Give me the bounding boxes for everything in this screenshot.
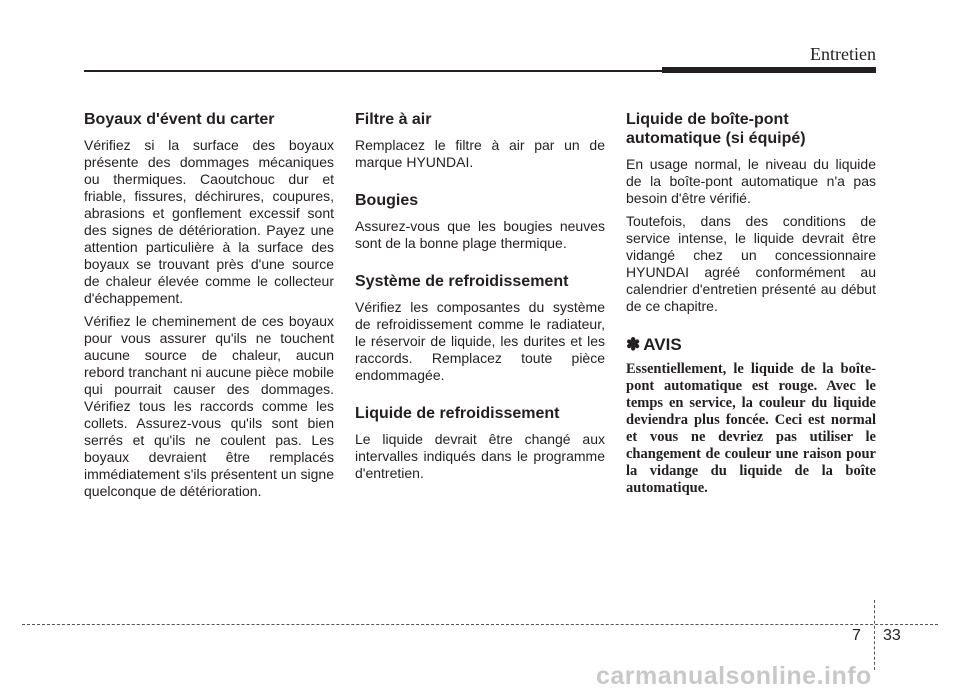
paragraph: En usage normal, le niveau du liquide de la boîte-pont automatique n'a pas besoin d'être vérifié. bbox=[626, 156, 876, 206]
heading-cooling-system: Système de refroidissement bbox=[355, 273, 569, 290]
chapter-number: 7 bbox=[852, 627, 861, 644]
column-left bbox=[84, 110, 334, 506]
heading-transaxle-fluid: Liquide de boîte-pont automatique (si équipé) bbox=[626, 111, 806, 147]
paragraph: Vérifiez les composantes du système de refroidissement comme le radiateur, le réservoir de liquide, les durites et les raccords. Remplacez toute pièce endommagée. bbox=[355, 299, 605, 383]
column-middle bbox=[355, 110, 605, 488]
heading-air-filter: Filtre à air bbox=[355, 111, 432, 128]
heading-coolant: Liquide de refroidissement bbox=[355, 405, 560, 422]
page-number: 33 bbox=[883, 627, 901, 644]
header-rule bbox=[84, 70, 662, 72]
column-right bbox=[626, 110, 876, 497]
footer-divider bbox=[874, 600, 875, 670]
watermark: carmanualsonline.info bbox=[596, 662, 872, 690]
section-title: Entretien bbox=[810, 44, 876, 64]
notice-star-icon: ✽ bbox=[626, 335, 641, 354]
paragraph: Vérifiez si la surface des boyaux présente des dommages mécaniques ou thermiques. Caoutchouc dur et friable, fissures, déchirures, coupures, abrasions et gonflement excessif sont des signes de détérioration. Payez une attention particulière à la surface des boyaux se trouvant près d'une source de chaleur élevée comme le collecteur d'échappement. bbox=[84, 137, 334, 306]
paragraph: Le liquide devrait être changé aux intervalles indiqués dans le programme d'entretien. bbox=[355, 431, 605, 481]
paragraph: Toutefois, dans des conditions de service intense, le liquide devrait être vidangé chez un concessionnaire HYUNDAI agréé conformément au calendrier d'entretien présenté au début de ce chapitre. bbox=[626, 213, 876, 314]
notice-text: Essentiellement, le liquide de la boîte-pont automatique est rouge. Avec le temps en service, la couleur du liquide deviendra plus foncée. Ceci est normal et vous ne devriez pas utiliser le changement de couleur une raison pour la vidange du liquide de la boîte automatique. bbox=[626, 361, 876, 496]
paragraph: Remplacez le filtre à air par un de marque HYUNDAI. bbox=[355, 137, 605, 170]
paragraph: Assurez-vous que les bougies neuves sont de la bonne plage thermique. bbox=[355, 218, 605, 251]
notice-heading bbox=[626, 335, 876, 355]
header-rule-thick bbox=[662, 67, 876, 73]
notice-label: AVIS bbox=[643, 335, 682, 354]
heading-spark-plugs: Bougies bbox=[355, 192, 419, 209]
paragraph: Vérifiez le cheminement de ces boyaux pour vous assurer qu'ils ne touchent aucune source de chaleur, aucun rebord tranchant ni aucune pièce mobile qui pourrait causer des dommages. Vérifiez tous les raccords comme les collets. Assurez-vous qu'ils sont bien serrés et qu'ils ne coulent pas. Les boyaux devraient être remplacés immédiatement s'ils présentent un signe quelconque de détérioration. bbox=[84, 313, 334, 499]
footer-rule bbox=[22, 624, 938, 625]
heading-crankcase-hoses: Boyaux d'évent du carter bbox=[84, 111, 275, 128]
